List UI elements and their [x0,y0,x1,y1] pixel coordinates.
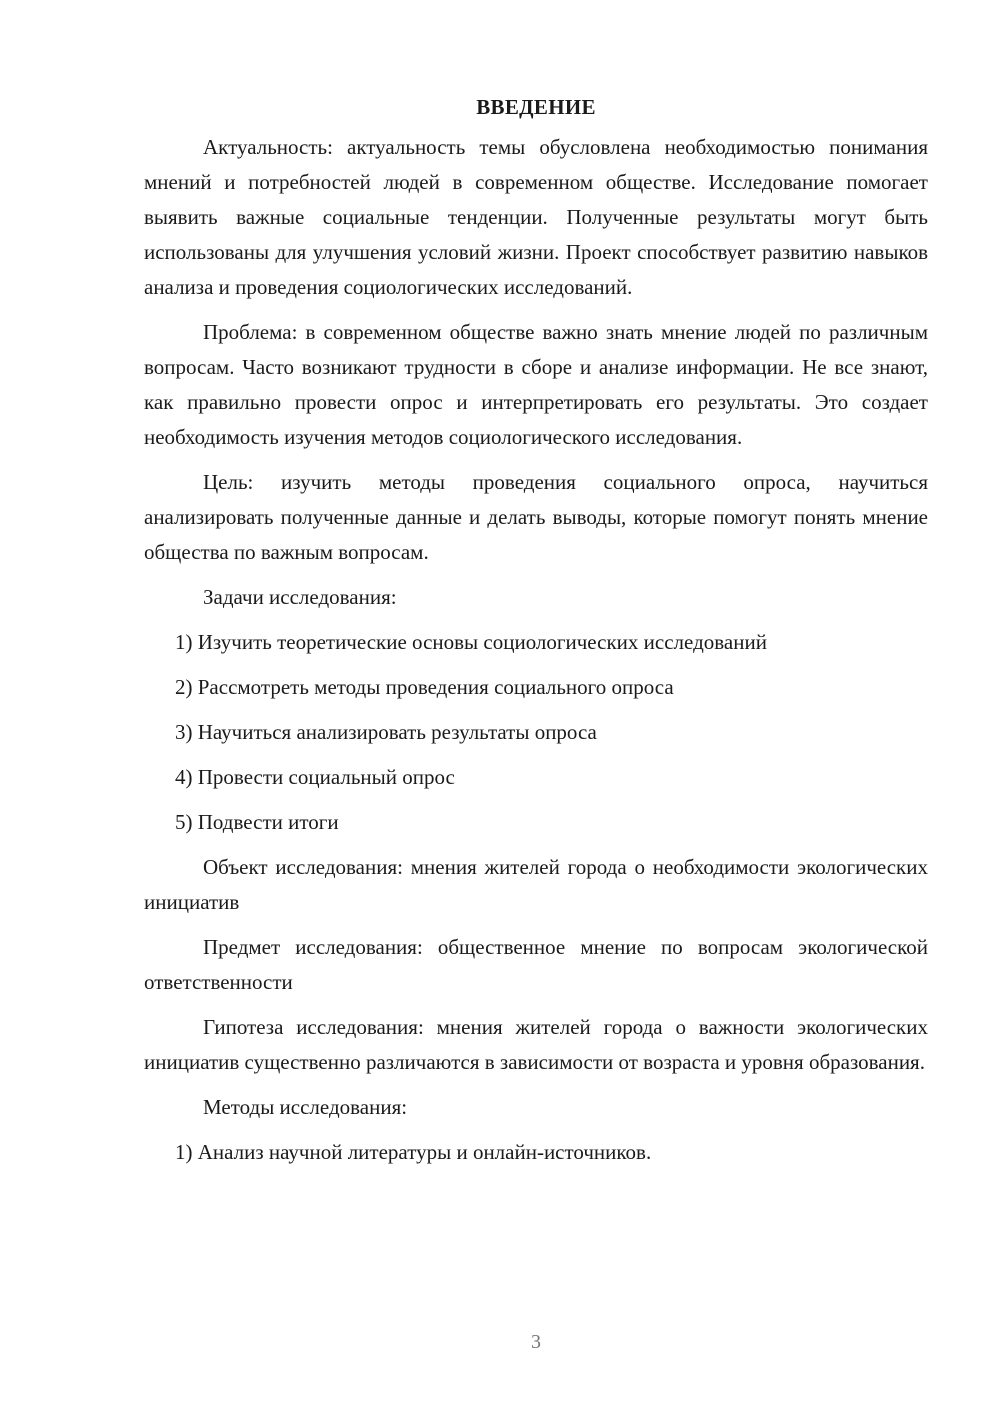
task-item: 3) Научиться анализировать результаты опроса [175,720,597,744]
task-item: 2) Рассмотреть методы проведения социального опроса [175,675,674,699]
problem-paragraph: Проблема: в современном обществе важно знать мнение людей по различным вопросам. Часто возникают трудности в сборе и анализе информации. Не все знают, как правильно провести опрос и интерпретировать его результаты. Это создает необходимость изучения методов социологического исследования. [144,320,928,449]
methods-heading: Методы исследования: [203,1095,408,1119]
method-item: 1) Анализ научной литературы и онлайн-источников. [175,1140,652,1164]
section-title: ВВЕДЕНИЕ [476,95,596,119]
object-paragraph: Объект исследования: мнения жителей города о необходимости экологических инициатив [144,855,928,914]
tasks-heading: Задачи исследования: [203,585,397,609]
goal-paragraph: Цель: изучить методы проведения социального опроса, научиться анализировать полученные данные и делать выводы, которые помогут понять мнение общества по важным вопросам. [144,470,928,564]
task-item: 5) Подвести итоги [175,810,339,834]
page-number: 3 [531,1331,541,1353]
document-page [144,90,928,1180]
hypothesis-paragraph: Гипотеза исследования: мнения жителей города о важности экологических инициатив существенно различаются в зависимости от возраста и уровня образования. [144,1015,928,1074]
subject-paragraph: Предмет исследования: общественное мнение по вопросам экологической ответственности [144,935,928,994]
task-item: 1) Изучить теоретические основы социологических исследований [175,630,767,654]
task-item: 4) Провести социальный опрос [175,765,455,789]
relevance-paragraph: Актуальность: актуальность темы обусловлена необходимостью понимания мнений и потребностей людей в современном обществе. Исследование помогает выявить важные социальные тенденции. Полученные результаты могут быть использованы для улучшения условий жизни. Проект способствует развитию навыков анализа и проведения социологических исследований. [144,135,928,299]
